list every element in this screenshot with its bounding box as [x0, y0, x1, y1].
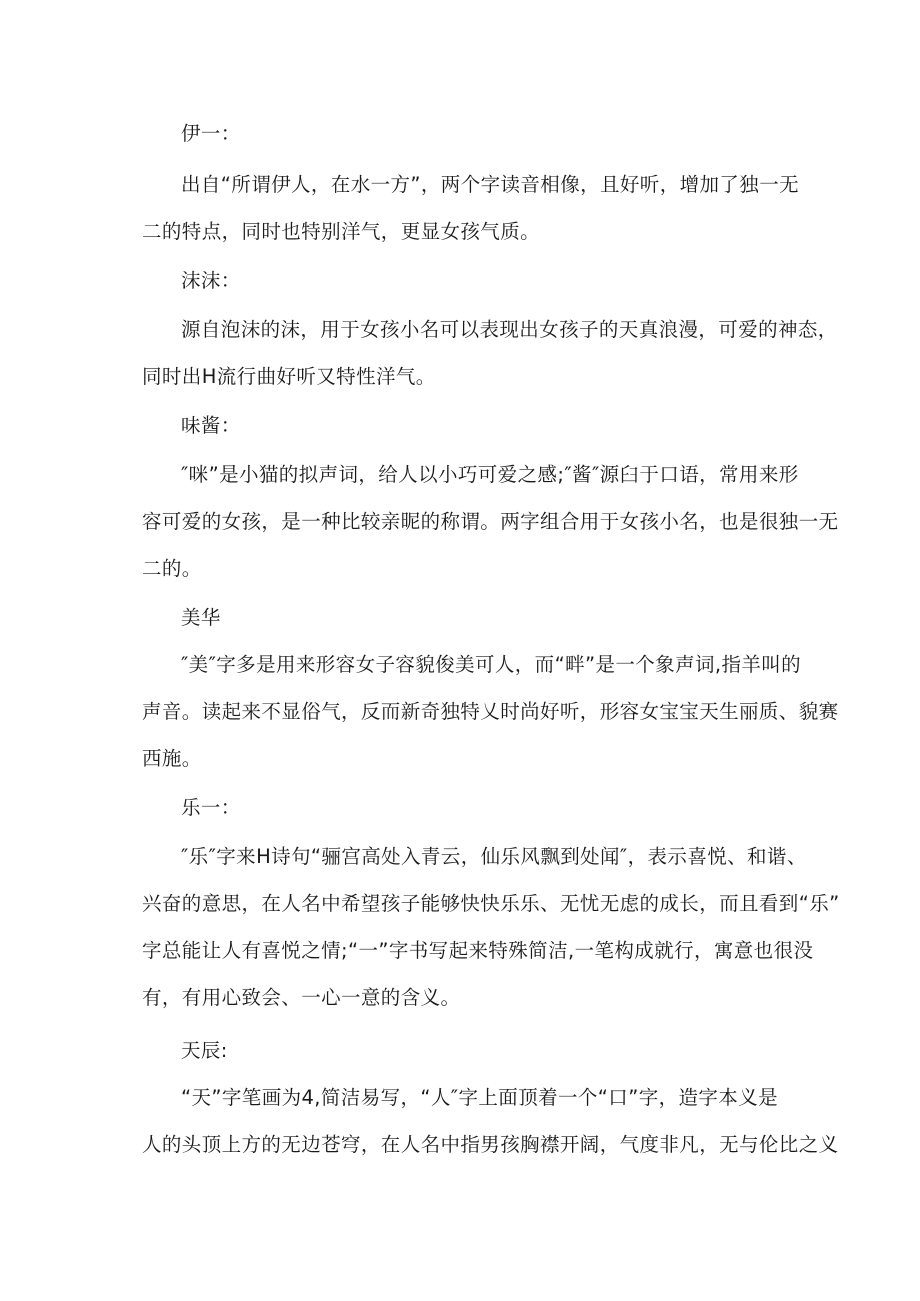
paragraph-line: 源自泡沫的沫，用于女孩小名可以表现出女孩子的天真浪漫，可爱的神态， — [181, 318, 838, 341]
entry-heading: 沫沫： — [181, 269, 241, 292]
paragraph-line: 容可爱的女孩，是一种比较亲昵的称谓。两字组合用于女孩小名，也是很独一无 — [142, 510, 839, 533]
paragraph-line: 人的头顶上方的无边苍穹，在人名中指男孩胸襟开阔，气度非凡，无与伦比之义 — [142, 1133, 839, 1156]
paragraph-line: 字总能让人有喜悦之情;“一”字书写起来特殊简洁,一笔构成就行，寓意也很没 — [142, 939, 814, 962]
entry-heading: 伊一： — [181, 122, 241, 145]
entry-heading: 味酱： — [181, 414, 241, 437]
paragraph-line: ″乐″字来H诗句“骊宫高处入青云，仙乐风飘到处闻″，表示喜悦、和谐、 — [181, 845, 807, 868]
paragraph-line: 兴奋的意思，在人名中希望孩子能够快快乐乐、无忧无虑的成长，而且看到“乐” — [142, 892, 840, 915]
entry-heading: 美华 — [181, 606, 221, 629]
entry-heading: 乐一： — [181, 796, 241, 819]
paragraph-line: “天”字笔画为4,简洁易写，“人″字上面顶着一个“口”字，造字本义是 — [181, 1086, 779, 1109]
paragraph-line: 有，有用心致会、一心一意的含义。 — [142, 986, 461, 1009]
paragraph-line: 二的特点，同时也特别洋气，更显女孩气质。 — [142, 220, 541, 243]
entry-heading: 天辰: — [181, 1039, 228, 1062]
paragraph-line: 二的。 — [142, 557, 202, 580]
paragraph-line: ″咪”是小猫的拟声词，给人以小巧可爱之感;″酱″源臼于口语，常用来形 — [181, 463, 799, 486]
paragraph-line: 声音。读起来不显俗气，反而新奇独特乂时尚好听，形容女宝宝天生丽质、貌赛 — [142, 700, 839, 723]
paragraph-line: ″美″字多是用来形容女子容貌俊美可人，而“畔”是一个象声词,指羊叫的 — [181, 653, 802, 676]
paragraph-line: 出自“所谓伊人，在水一方”，两个字读音相像，且好听，增加了独一无 — [181, 173, 800, 196]
paragraph-line: 同时出H流行曲好听又特性洋气。 — [142, 365, 436, 388]
paragraph-line: 西施。 — [142, 747, 202, 770]
